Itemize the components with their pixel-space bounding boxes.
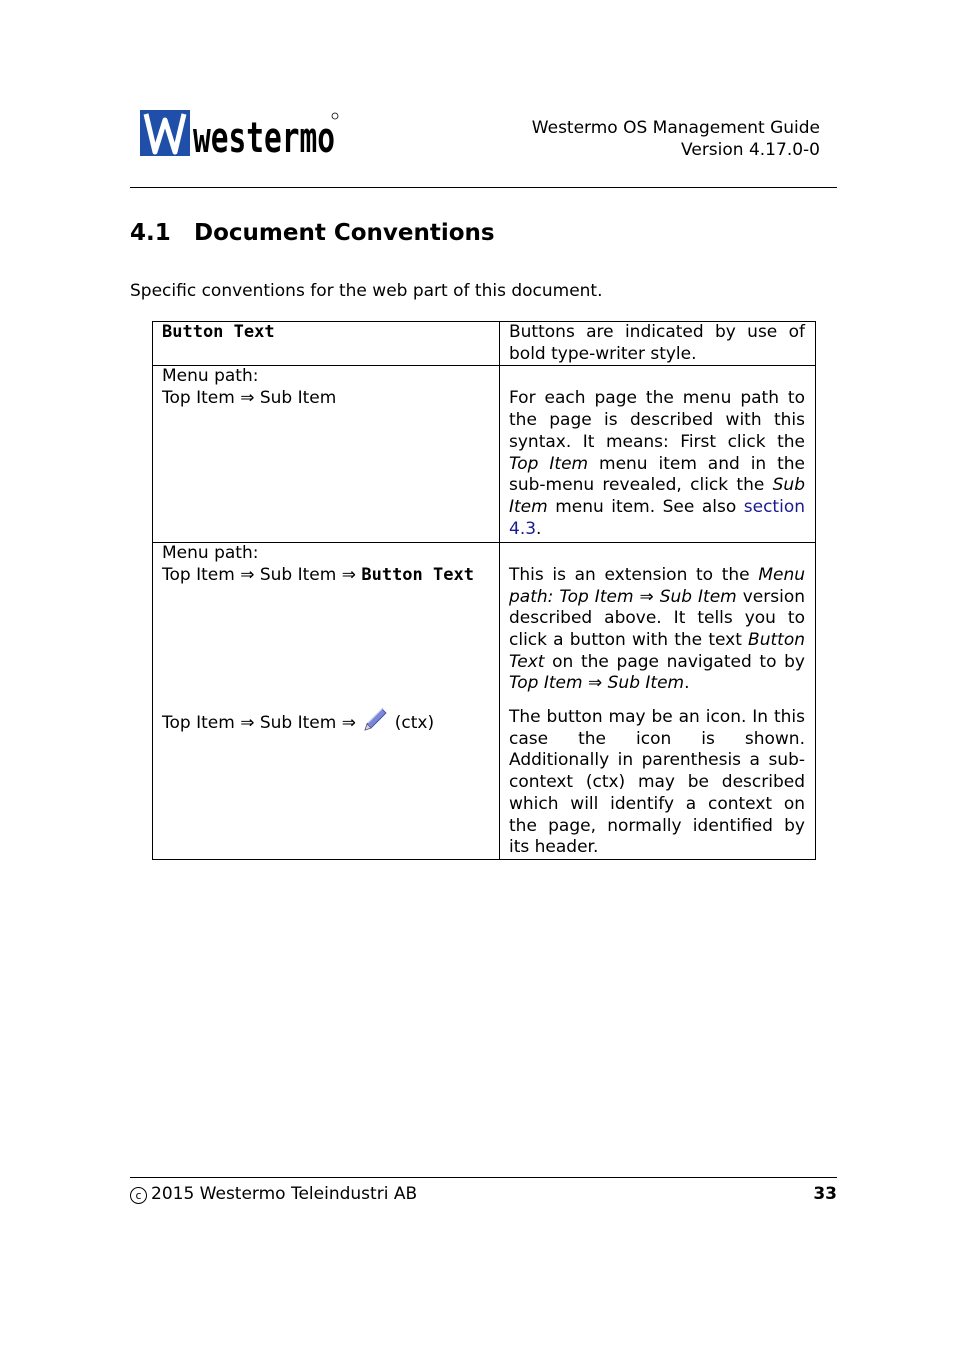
page-header	[130, 105, 837, 188]
description-text: .	[684, 673, 690, 694]
description-text: on the page navigated to by	[544, 651, 805, 672]
convention-description	[500, 366, 816, 542]
button-text-example: Button Text	[361, 564, 474, 585]
menu-path-button-example	[162, 565, 489, 587]
menu-path-text: Top Item ⇒ Sub Item ⇒	[162, 564, 362, 585]
guide-title: Westermo OS Management Guide	[531, 118, 820, 138]
table-row	[153, 322, 816, 366]
description-italic: Top Item	[509, 453, 589, 474]
convention-description	[500, 322, 816, 366]
section-number: 4.1	[130, 220, 171, 246]
convention-cell	[153, 366, 500, 542]
convention-cell	[153, 542, 500, 859]
description-italic: Top Item ⇒ Sub Item	[509, 673, 685, 694]
icon-description: The button may be an icon. In this case the icon is shown. Additionally in parenthesis a sub-context (ctx) may be described which will identify a context on the page, normally identified by its header.	[509, 707, 805, 858]
description-text: version described above. It tells you to click a button with the text	[509, 586, 805, 650]
description-italic: Menu path: Top Item ⇒ Sub Item	[509, 564, 805, 607]
conventions-table	[152, 321, 816, 860]
page-number: 33	[813, 1184, 837, 1204]
section-heading	[130, 220, 495, 246]
header-info	[532, 117, 820, 161]
menu-path-icon-example	[162, 708, 434, 735]
menu-path-label: Menu path:	[162, 366, 259, 387]
pencil-icon	[363, 708, 387, 732]
description-italic: Button Text	[509, 629, 805, 672]
copyright-icon: c	[130, 1187, 147, 1204]
menu-path-label: Menu path:	[162, 542, 259, 563]
menu-path-text: Top Item ⇒ Sub Item ⇒	[162, 712, 362, 733]
intro-text: Specific conventions for the web part of this document.	[130, 281, 603, 301]
page-footer	[130, 1177, 837, 1204]
button-path-description	[509, 565, 805, 695]
table-row	[153, 366, 816, 542]
description-text: For each page the menu path to the page is described with this syntax. It means: First click the	[509, 388, 805, 452]
copyright	[130, 1184, 417, 1204]
section-link[interactable]: section 4.3	[509, 496, 805, 539]
description-text: menu item and in the sub-menu revealed, click the	[509, 453, 806, 496]
button-text-description: Buttons are indicated by use of bold type-writer style.	[509, 322, 805, 364]
button-text-example: Button Text	[162, 322, 275, 342]
description-text: .	[536, 518, 542, 539]
guide-version: Version 4.17.0-0	[681, 140, 820, 160]
convention-cell	[153, 322, 500, 366]
description-text: This is an extension to the	[509, 564, 759, 585]
convention-description	[500, 542, 816, 859]
table-row	[153, 542, 816, 859]
context-label: (ctx)	[389, 712, 435, 733]
westermo-logo	[140, 110, 340, 162]
menu-path-example: Top Item ⇒ Sub Item	[162, 388, 337, 409]
description-text: menu item. See also	[547, 496, 744, 517]
section-title: Document Conventions	[194, 220, 495, 246]
logo-wordmark: westermo	[193, 113, 335, 162]
copyright-text: 2015 Westermo Teleindustri AB	[151, 1184, 418, 1204]
description-italic: Sub Item	[509, 475, 805, 517]
